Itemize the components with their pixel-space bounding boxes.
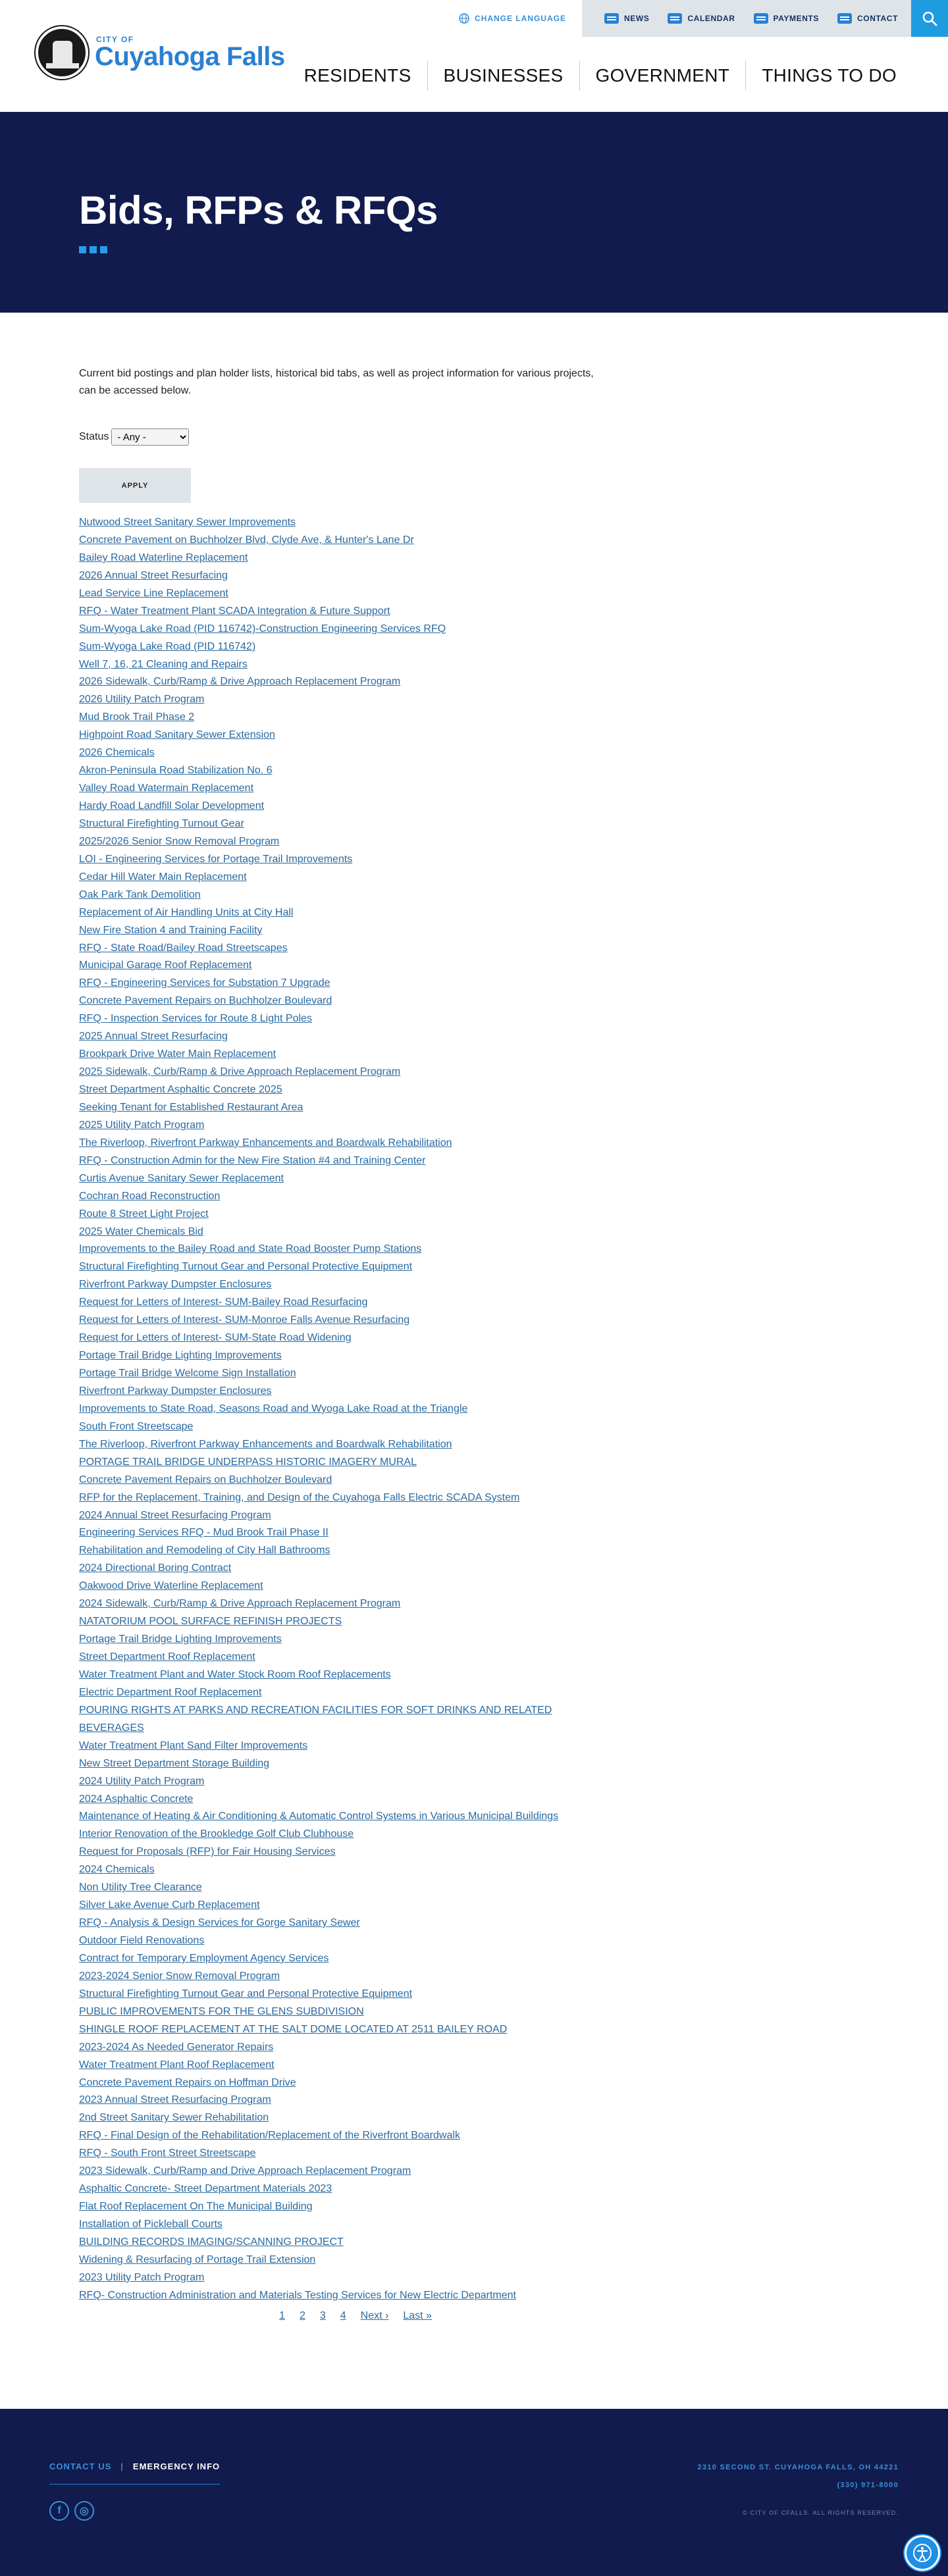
bid-link[interactable]: Curtis Avenue Sanitary Sewer Replacement: [79, 1172, 284, 1184]
bid-list-item: [79, 1702, 869, 1720]
bid-link[interactable]: PUBLIC IMPROVEMENTS FOR THE GLENS SUBDIVISION: [79, 2005, 364, 2017]
bid-link[interactable]: Well 7, 16, 21 Cleaning and Repairs: [79, 658, 248, 670]
bid-list-item: [79, 1276, 869, 1294]
footer-separator: |: [120, 2461, 124, 2471]
bid-list-item: [79, 922, 869, 940]
bid-list-item: [79, 585, 869, 603]
bid-link[interactable]: Concrete Pavement Repairs on Hoffman Drive: [79, 2076, 296, 2088]
bid-link[interactable]: New Fire Station 4 and Training Facility: [79, 924, 263, 936]
bid-list-item: [79, 2127, 869, 2145]
bid-link[interactable]: Oak Park Tank Demolition: [79, 889, 201, 900]
bid-list-item: [79, 2092, 869, 2109]
bid-link[interactable]: 2026 Utility Patch Program: [79, 694, 205, 706]
bid-link[interactable]: The Riverloop, Riverfront Parkway Enhancements and Boardwalk Rehabilitation: [79, 1137, 452, 1148]
bid-link[interactable]: 2026 Annual Street Resurfacing: [79, 569, 228, 581]
bid-link[interactable]: Riverfront Parkway Dumpster Enclosures: [79, 1385, 272, 1397]
status-select[interactable]: [111, 428, 189, 446]
bid-list-item: [79, 1472, 869, 1489]
bid-link[interactable]: NATATORIUM POOL SURFACE REFINISH PROJECTS: [79, 1616, 342, 1628]
bid-list-item: [79, 1542, 869, 1560]
bid-link[interactable]: New Street Department Storage Building: [79, 1757, 270, 1769]
bid-list-item: [79, 1773, 869, 1791]
bid-link[interactable]: Mud Brook Trail Phase 2: [79, 711, 195, 723]
search-button[interactable]: [911, 0, 948, 37]
bid-link[interactable]: Portage Trail Bridge Lighting Improvements: [79, 1634, 282, 1645]
utility-link-payments[interactable]: [754, 13, 819, 24]
apply-button[interactable]: APPLY: [79, 468, 191, 503]
bid-list-item: [79, 1347, 869, 1365]
bid-list-item: [79, 1560, 869, 1578]
bid-list-item: [79, 1631, 869, 1649]
utility-link-contact[interactable]: [837, 13, 898, 24]
bid-link[interactable]: Highpoint Road Sanitary Sewer Extension: [79, 729, 275, 741]
bid-link[interactable]: RFQ- Construction Administration and Materials Testing Services for New Electric Department: [79, 2289, 516, 2301]
bid-link[interactable]: Structural Firefighting Turnout Gear and Personal Protective Equipment: [79, 1261, 413, 1273]
intro-text: Current bid postings and plan holder lists, historical bid tabs, as well as project information for various projects, can be accessed below.: [79, 368, 594, 396]
bid-link[interactable]: RFQ - Inspection Services for Route 8 Light Poles: [79, 1013, 312, 1025]
bid-list-item: [79, 1329, 869, 1347]
bid-link[interactable]: 2026 Chemicals: [79, 747, 155, 759]
bid-link[interactable]: 2023 Utility Patch Program: [79, 2271, 205, 2283]
bid-link[interactable]: BEVERAGES: [79, 1722, 144, 1734]
logo-city-name: Cuyahoga Falls: [95, 42, 285, 71]
nav-things-to-do[interactable]: THINGS TO DO: [745, 61, 912, 91]
bid-list: [79, 514, 869, 2305]
bid-link[interactable]: 2023-2024 As Needed Generator Repairs: [79, 2041, 274, 2053]
bid-list-item: [79, 1206, 869, 1224]
bid-list-item: [79, 1152, 869, 1170]
bid-list-item: [79, 798, 869, 815]
bid-link[interactable]: Asphaltic Concrete- Street Department Materials 2023: [79, 2183, 332, 2195]
bid-link[interactable]: 2025/2026 Senior Snow Removal Program: [79, 835, 280, 847]
title-accent-dots: [79, 246, 869, 253]
bid-link[interactable]: RFQ - South Front Street Streetscape: [79, 2148, 256, 2159]
bid-link[interactable]: Structural Firefighting Turnout Gear: [79, 817, 244, 829]
bid-list-item: [79, 975, 869, 992]
bid-list-item: [79, 1294, 869, 1312]
bid-link[interactable]: Portage Trail Bridge Lighting Improvements: [79, 1350, 282, 1362]
bid-link[interactable]: Cedar Hill Water Main Replacement: [79, 871, 247, 883]
bid-list-item: [79, 1666, 869, 1684]
bid-link[interactable]: SHINGLE ROOF REPLACEMENT AT THE SALT DOME LOCATED AT 2511 BAILEY ROAD: [79, 2023, 508, 2035]
bid-link[interactable]: 2nd Street Sanitary Sewer Rehabilitation: [79, 2112, 269, 2124]
bid-link[interactable]: Valley Road Watermain Replacement: [79, 783, 254, 794]
bid-list-item: [79, 638, 869, 656]
bid-list-item: [79, 2269, 869, 2287]
bid-list-item: [79, 851, 869, 869]
bid-list-item: [79, 2287, 869, 2305]
bid-list-item: [79, 1383, 869, 1401]
bid-list-item: [79, 1436, 869, 1454]
bid-link[interactable]: Flat Roof Replacement On The Municipal Building: [79, 2201, 313, 2213]
bid-link[interactable]: Request for Proposals (RFP) for Fair Housing Services: [79, 1846, 336, 1858]
globe-icon: [459, 13, 469, 24]
bid-link[interactable]: RFQ - Construction Admin for the New Fire Station #4 and Training Center: [79, 1154, 426, 1166]
footer-divider: [49, 2484, 220, 2485]
bid-link[interactable]: RFQ - Final Design of the Rehabilitation/Replacement of the Riverfront Boardwalk: [79, 2130, 460, 2142]
bid-link[interactable]: Akron-Peninsula Road Stabilization No. 6: [79, 765, 273, 777]
utility-link-label: CALENDAR: [687, 14, 735, 23]
bid-list-item: [79, 1649, 869, 1666]
bid-list-item: [79, 957, 869, 975]
change-language-link[interactable]: [443, 0, 582, 37]
footer-social: [49, 2501, 94, 2521]
footer-address: 2310 SECOND ST. CUYAHOGA FALLS, OH 44221: [697, 2463, 899, 2471]
site-footer: [0, 2409, 948, 2576]
bid-list-item: [79, 1950, 869, 1968]
hero-banner: [0, 112, 948, 313]
bid-link[interactable]: Street Department Roof Replacement: [79, 1651, 255, 1662]
bid-list-item: [79, 2039, 869, 2057]
bid-link[interactable]: Route 8 Street Light Project: [79, 1208, 209, 1220]
bid-link[interactable]: Municipal Garage Roof Replacement: [79, 960, 252, 971]
bid-list-item: [79, 762, 869, 780]
bid-link[interactable]: Electric Department Roof Replacement: [79, 1686, 262, 1698]
bid-list-item: [79, 1170, 869, 1188]
bid-list-item: [79, 1808, 869, 1826]
facebook-icon[interactable]: f: [49, 2501, 69, 2521]
bid-link[interactable]: Bailey Road Waterline Replacement: [79, 552, 248, 563]
bid-list-item: [79, 815, 869, 833]
bid-list-item: [79, 1915, 869, 1932]
bid-link[interactable]: Installation of Pickleball Courts: [79, 2219, 223, 2230]
utility-link-label: PAYMENTS: [773, 14, 820, 23]
bid-link[interactable]: Improvements to State Road, Seasons Road and Wyoga Lake Road at the Triangle: [79, 1403, 468, 1414]
bid-link[interactable]: 2025 Utility Patch Program: [79, 1119, 205, 1131]
bid-list-item: [79, 1613, 869, 1631]
pager-link[interactable]: Next ›: [360, 2309, 389, 2321]
utility-links: [582, 0, 911, 37]
bid-list-item: [79, 833, 869, 851]
pagination: [79, 2307, 606, 2325]
bid-list-item: [79, 1258, 869, 1276]
bid-link[interactable]: LOI - Engineering Services for Portage Trail Improvements: [79, 853, 353, 865]
bid-link[interactable]: Widening & Resurfacing of Portage Trail Extension: [79, 2254, 316, 2265]
bid-link[interactable]: Sum-Wyoga Lake Road (PID 116742)-Construction Engineering Services RFQ: [79, 623, 446, 634]
bid-list-item: [79, 2180, 869, 2198]
utility-link-news[interactable]: [604, 13, 649, 24]
payments-icon: [754, 13, 768, 24]
bid-list-item: [79, 1986, 869, 2003]
bid-list-item: [79, 1454, 869, 1472]
bid-link[interactable]: 2026 Sidewalk, Curb/Ramp & Drive Approach Replacement Program: [79, 676, 401, 688]
bid-link[interactable]: 2023 Sidewalk, Curb/Ramp and Drive Approach Replacement Program: [79, 2165, 411, 2177]
bid-link[interactable]: Silver Lake Avenue Curb Replacement: [79, 1899, 260, 1911]
bid-list-item: [79, 1188, 869, 1206]
bid-link[interactable]: Engineering Services RFQ - Mud Brook Trail Phase II: [79, 1527, 329, 1539]
bid-list-item: [79, 656, 869, 674]
main-content: [0, 313, 948, 2325]
bid-link[interactable]: Non Utility Tree Clearance: [79, 1882, 202, 1893]
bid-list-item: [79, 1791, 869, 1809]
bid-link[interactable]: 2025 Water Chemicals Bid: [79, 1225, 203, 1237]
bid-list-item: [79, 1046, 869, 1064]
bid-link[interactable]: Request for Letters of Interest- SUM-State Road Widening: [79, 1332, 352, 1344]
bid-list-item: [79, 1099, 869, 1117]
bid-link[interactable]: Request for Letters of Interest- SUM-Bailey Road Resurfacing: [79, 1297, 368, 1308]
bid-link[interactable]: Nutwood Street Sanitary Sewer Improvements: [79, 517, 296, 528]
footer-contact-link[interactable]: CONTACT US: [49, 2461, 112, 2471]
bid-list-item: [79, 1224, 869, 1241]
bid-link[interactable]: Rehabilitation and Remodeling of City Hall Bathrooms: [79, 1545, 330, 1557]
bid-link[interactable]: Concrete Pavement Repairs on Buchholzer Boulevard: [79, 1474, 332, 1485]
bid-link[interactable]: POURING RIGHTS AT PARKS AND RECREATION FACILITIES FOR SOFT DRINKS AND RELATED: [79, 1704, 552, 1716]
bid-link[interactable]: Brookpark Drive Water Main Replacement: [79, 1048, 276, 1060]
bid-link[interactable]: The Riverloop, Riverfront Parkway Enhancements and Boardwalk Rehabilitation: [79, 1438, 452, 1450]
bid-link[interactable]: Water Treatment Plant Roof Replacement: [79, 2059, 275, 2071]
status-label: Status: [79, 431, 109, 442]
accessibility-button[interactable]: [905, 2535, 940, 2571]
bid-link[interactable]: RFQ - State Road/Bailey Road Streetscapes: [79, 942, 288, 954]
bid-link[interactable]: Hardy Road Landfill Solar Development: [79, 800, 265, 811]
bid-list-item: [79, 2198, 869, 2216]
main-nav: [288, 61, 912, 91]
bid-list-item: [79, 992, 869, 1010]
site-logo[interactable]: [36, 26, 285, 79]
bid-list-item: [79, 940, 869, 958]
bid-list-item: [79, 603, 869, 621]
bid-list-item: [79, 532, 869, 550]
bid-link[interactable]: Request for Letters of Interest- SUM-Monroe Falls Avenue Resurfacing: [79, 1314, 410, 1326]
footer-links: [49, 2461, 220, 2471]
search-icon: [922, 11, 937, 26]
bid-link[interactable]: Interior Renovation of the Brookledge Golf Club Clubhouse: [79, 1828, 354, 1840]
bid-list-item: [79, 2234, 869, 2252]
bid-list-item: [79, 1879, 869, 1897]
bid-list-item: [79, 2163, 869, 2180]
pager-link[interactable]: 2: [299, 2309, 305, 2321]
footer-copyright: © CITY OF CFALLS. ALL RIGHTS RESERVED.: [742, 2510, 899, 2516]
bid-list-item: [79, 727, 869, 744]
bid-list-item: [79, 2109, 869, 2127]
bid-link[interactable]: 2024 Chemicals: [79, 1864, 155, 1876]
bid-link[interactable]: 2024 Sidewalk, Curb/Ramp & Drive Approach Replacement Program: [79, 1598, 401, 1610]
bid-link[interactable]: Concrete Pavement Repairs on Buchholzer Boulevard: [79, 995, 332, 1007]
pager-link[interactable]: 4: [340, 2309, 346, 2321]
bid-link[interactable]: 2024 Directional Boring Contract: [79, 1562, 232, 1574]
bid-link[interactable]: Concrete Pavement on Buchholzer Blvd, Clyde Ave, & Hunter's Lane Dr: [79, 534, 414, 546]
bid-list-item: [79, 2057, 869, 2074]
bid-list-item: [79, 1365, 869, 1383]
bid-list-item: [79, 621, 869, 638]
bid-link[interactable]: Water Treatment Plant Sand Filter Improvements: [79, 1739, 308, 1751]
bid-list-item: [79, 567, 869, 585]
bid-list-item: [79, 1720, 869, 1738]
utility-link-label: NEWS: [624, 14, 650, 23]
bid-link[interactable]: BUILDING RECORDS IMAGING/SCANNING PROJECT: [79, 2236, 344, 2248]
bid-link[interactable]: RFQ - Engineering Services for Substation 7 Upgrade: [79, 977, 330, 989]
bid-list-item: [79, 673, 869, 691]
bid-list-item: [79, 1010, 869, 1028]
bid-link[interactable]: 2024 Annual Street Resurfacing Program: [79, 1509, 271, 1521]
bid-list-item: [79, 1524, 869, 1542]
bid-link[interactable]: 2024 Utility Patch Program: [79, 1775, 205, 1787]
bid-link[interactable]: Cochran Road Reconstruction: [79, 1190, 221, 1202]
pager-link[interactable]: Last »: [403, 2309, 432, 2321]
utility-bar: [443, 0, 948, 37]
bid-list-item: [79, 1968, 869, 1986]
bid-list-item: [79, 691, 869, 709]
utility-link-calendar[interactable]: [668, 13, 735, 24]
bid-link[interactable]: RFQ - Water Treatment Plant SCADA Integration & Future Support: [79, 605, 390, 617]
bid-list-item: [79, 1932, 869, 1950]
bid-link[interactable]: PORTAGE TRAIL BRIDGE UNDERPASS HISTORIC IMAGERY MURAL: [79, 1456, 417, 1468]
bid-list-item: [79, 709, 869, 727]
bid-list-item: [79, 1241, 869, 1258]
bid-link[interactable]: Outdoor Field Renovations: [79, 1935, 205, 1946]
bid-list-item: [79, 1312, 869, 1329]
bid-link[interactable]: Portage Trail Bridge Welcome Sign Installation: [79, 1368, 296, 1379]
bid-list-item: [79, 1418, 869, 1436]
bid-link[interactable]: Contract for Temporary Employment Agency Services: [79, 1952, 329, 1964]
pager-link[interactable]: 3: [319, 2309, 326, 2321]
bid-list-item: [79, 1489, 869, 1507]
bid-link[interactable]: Water Treatment Plant and Water Stock Room Roof Replacements: [79, 1668, 391, 1680]
utility-link-label: CONTACT: [857, 14, 898, 23]
page-title: Bids, RFPs & RFQs: [79, 188, 438, 232]
bid-list-item: [79, 904, 869, 922]
bid-list-item: [79, 2074, 869, 2092]
nav-businesses[interactable]: BUSINESSES: [427, 61, 579, 91]
bid-link[interactable]: 2024 Asphaltic Concrete: [79, 1793, 194, 1805]
logo-text: [95, 36, 285, 70]
bid-list-item: [79, 744, 869, 762]
bid-list-item: [79, 2216, 869, 2234]
footer-emergency-link[interactable]: EMERGENCY INFO: [132, 2461, 221, 2471]
city-seal-icon: [36, 26, 88, 79]
calendar-icon: [668, 13, 682, 24]
bid-list-item: [79, 869, 869, 887]
bid-link[interactable]: Sum-Wyoga Lake Road (PID 116742): [79, 640, 256, 652]
instagram-icon[interactable]: ◎: [74, 2501, 94, 2521]
bid-list-item: [79, 2021, 869, 2039]
bid-link[interactable]: Structural Firefighting Turnout Gear and Personal Protective Equipment: [79, 1988, 413, 1999]
bid-list-item: [79, 1135, 869, 1152]
bid-link[interactable]: 2025 Sidewalk, Curb/Ramp & Drive Approach Replacement Program: [79, 1066, 401, 1078]
bid-link[interactable]: Street Department Asphaltic Concrete 2025: [79, 1084, 282, 1095]
bid-list-item: [79, 1826, 869, 1843]
bid-list-item: [79, 1507, 869, 1525]
bid-link[interactable]: 2025 Annual Street Resurfacing: [79, 1031, 228, 1043]
pager-link[interactable]: 1: [279, 2309, 285, 2321]
bid-link[interactable]: Oakwood Drive Waterline Replacement: [79, 1580, 263, 1592]
bid-list-item: [79, 1028, 869, 1046]
news-icon: [604, 13, 619, 24]
nav-government[interactable]: GOVERNMENT: [579, 61, 746, 91]
bid-list-item: [79, 1861, 869, 1879]
accessibility-icon: [912, 2542, 933, 2563]
status-filter: [79, 428, 869, 446]
change-language-label: CHANGE LANGUAGE: [474, 14, 566, 23]
bid-list-item: [79, 2252, 869, 2269]
bid-list-item: [79, 1843, 869, 1861]
bid-list-item: [79, 1064, 869, 1081]
bid-list-item: [79, 1755, 869, 1773]
bid-list-item: [79, 780, 869, 798]
bid-list-item: [79, 1897, 869, 1915]
bid-list-item: [79, 1595, 869, 1613]
bid-list-item: [79, 1578, 869, 1595]
contact-icon: [837, 13, 852, 24]
bid-list-item: [79, 1081, 869, 1099]
bid-list-item: [79, 1684, 869, 1702]
bid-link[interactable]: Replacement of Air Handling Units at City Hall: [79, 906, 294, 918]
bid-link[interactable]: South Front Streetscape: [79, 1420, 194, 1432]
bid-list-item: [79, 1117, 869, 1135]
bid-link[interactable]: Improvements to the Bailey Road and State Road Booster Pump Stations: [79, 1243, 422, 1255]
bid-list-item: [79, 2145, 869, 2163]
bid-link[interactable]: Seeking Tenant for Established Restaurant Area: [79, 1101, 303, 1113]
bid-link[interactable]: RFQ - Analysis & Design Services for Gorge Sanitary Sewer: [79, 1917, 360, 1929]
bid-link[interactable]: RFP for the Replacement, Training, and Design of the Cuyahoga Falls Electric SCADA System: [79, 1491, 520, 1503]
bid-link[interactable]: 2023-2024 Senior Snow Removal Program: [79, 1970, 280, 1982]
logo-small-text: CITY OF: [96, 35, 134, 44]
bid-list-item: [79, 514, 869, 532]
site-header: [0, 0, 948, 112]
bid-list-item: [79, 1738, 869, 1755]
bid-link[interactable]: Lead Service Line Replacement: [79, 587, 228, 599]
bid-list-item: [79, 2003, 869, 2021]
bid-list-item: [79, 1401, 869, 1418]
bid-list-item: [79, 887, 869, 904]
bid-list-item: [79, 550, 869, 567]
bid-link[interactable]: Riverfront Parkway Dumpster Enclosures: [79, 1279, 272, 1291]
nav-residents[interactable]: RESIDENTS: [303, 65, 411, 86]
bid-link[interactable]: 2023 Annual Street Resurfacing Program: [79, 2094, 271, 2106]
footer-phone[interactable]: (330) 971-8000: [837, 2481, 899, 2489]
bid-link[interactable]: Maintenance of Heating & Air Conditioning & Automatic Control Systems in Various Municipal Buildings: [79, 1811, 559, 1822]
